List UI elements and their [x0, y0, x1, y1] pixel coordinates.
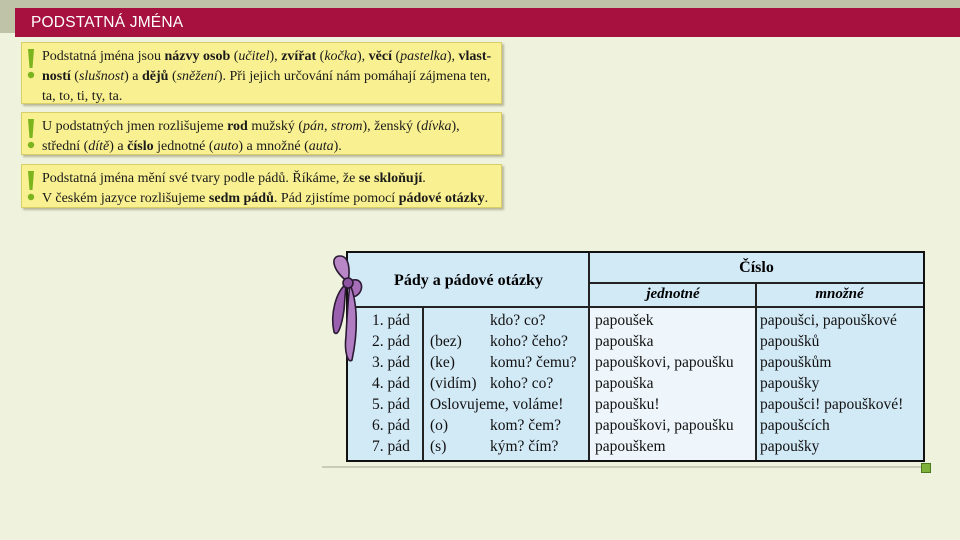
singular-cell: papouška [595, 333, 654, 350]
note-segment: ), [446, 49, 459, 64]
info-note-1 [21, 42, 502, 104]
note-segment: ) a [124, 69, 142, 84]
note-segment: sedm pádů [208, 191, 274, 206]
preposition-cell: Oslovujeme, voláme! [430, 396, 564, 413]
singular-cell: papoušek [595, 312, 654, 329]
note-segment: se skloňují [358, 171, 423, 186]
note-segment: U podstatných jmen rozlišujeme [42, 119, 228, 134]
note-segment: . [484, 191, 489, 206]
plural-cell: papoušci, papouškové [760, 312, 897, 329]
note-segment: auta [308, 139, 334, 154]
note-segment: pádové otázky [398, 191, 485, 206]
note-segment: auto [213, 139, 239, 154]
preposition-cell: (vidím) [430, 375, 477, 392]
note-segment: Podstatná jména mění své tvary podle pádů. Říkáme, že [42, 171, 359, 186]
note-segment: ( [392, 49, 401, 64]
singular-cell: papoušku! [595, 396, 660, 413]
case-cell: 2. pád [372, 333, 410, 350]
note-segment: dítě [88, 139, 110, 154]
question-cell: komu? čemu? [490, 354, 577, 371]
note-segment: ( [168, 69, 177, 84]
note-segment: ), ženský ( [362, 119, 422, 134]
plural-cell: papoušků [760, 333, 820, 350]
table-header-number: Číslo [739, 259, 774, 276]
table-baseline [322, 466, 930, 468]
note-segment: ) a [109, 139, 128, 154]
singular-cell: papouškem [595, 438, 666, 455]
note-segment: ), [269, 49, 282, 64]
question-cell: kým? čím? [490, 438, 559, 455]
note-segment: vlast- [458, 49, 492, 64]
note-segment: číslo [127, 139, 154, 154]
resize-handle[interactable] [921, 463, 931, 473]
note-segment: jednotné ( [153, 139, 214, 154]
info-note-2 [21, 112, 502, 155]
plural-cell: papoušcích [760, 417, 830, 434]
exclamation-icon [25, 170, 37, 204]
preposition-cell: (s) [430, 438, 447, 455]
note-segment: . [422, 171, 426, 186]
note-segment: ( [230, 49, 239, 64]
page-title: PODSTATNÁ JMÉNA [15, 8, 960, 37]
note-segment: Podstatná jména jsou [42, 49, 165, 64]
singular-cell: papouškovi, papoušku [595, 417, 734, 434]
plural-cell: papoušci! papouškové! [760, 396, 904, 413]
singular-cell: papouškovi, papoušku [595, 354, 734, 371]
note-segment: ( [316, 49, 325, 64]
plural-cell: papoušky [760, 438, 820, 455]
plural-cell: papouškům [760, 354, 832, 371]
question-cell: kom? čem? [490, 417, 562, 434]
note-segment: V českém jazyce rozlišujeme [42, 191, 209, 206]
question-cell: koho? čeho? [490, 333, 568, 350]
note-segment: ností [42, 69, 71, 84]
note-segment: pastelka [400, 49, 447, 64]
note-text [42, 169, 495, 209]
case-cell: 6. pád [372, 417, 410, 434]
divider [588, 253, 590, 460]
note-segment: učitel [238, 49, 270, 64]
exclamation-icon [25, 118, 37, 152]
preposition-cell: (bez) [430, 333, 462, 350]
note-segment: dívka [421, 119, 452, 134]
note-text [42, 117, 495, 157]
note-segment: ), [357, 49, 369, 64]
divider [590, 282, 923, 284]
note-segment: strom [331, 119, 363, 134]
note-text [42, 47, 495, 107]
title-bar-frame [0, 0, 960, 33]
case-cell: 4. pád [372, 375, 410, 392]
note-segment: slušnost [78, 69, 125, 84]
note-segment: ). Při jejich určování nám pomáhají zájmena ten, [217, 69, 491, 84]
note-segment: dějů [141, 69, 169, 84]
divider [422, 307, 424, 460]
table-header-singular: jednotné [646, 286, 700, 302]
note-segment: , [324, 119, 332, 134]
singular-cell: papouška [595, 375, 654, 392]
case-cell: 5. pád [372, 396, 410, 413]
divider [348, 306, 923, 308]
note-segment: ta, to, ti, ty, ta. [42, 89, 123, 104]
note-segment: ) a množné ( [238, 139, 309, 154]
note-segment: názvy osob [164, 49, 231, 64]
note-segment: ). [333, 139, 342, 154]
note-segment: zvířat [281, 49, 317, 64]
note-segment: ), [451, 119, 460, 134]
note-segment: . Pád zjistíme pomocí [273, 191, 399, 206]
case-cell: 3. pád [372, 354, 410, 371]
note-segment: pán [303, 119, 325, 134]
note-segment: ( [70, 69, 79, 84]
info-note-3 [21, 164, 502, 208]
case-cell: 1. pád [372, 312, 410, 329]
note-segment: střední ( [42, 139, 89, 154]
note-segment: věcí [368, 49, 392, 64]
question-cell: koho? co? [490, 375, 554, 392]
preposition-cell: (ke) [430, 354, 455, 371]
case-table [346, 251, 925, 462]
table-header-cases: Pády a pádové otázky [394, 272, 543, 289]
note-segment: rod [227, 119, 248, 134]
ribbon-bow-icon [328, 252, 368, 367]
note-segment: sněžení [176, 69, 218, 84]
plural-cell: papoušky [760, 375, 820, 392]
note-segment: kočka [324, 49, 357, 64]
table-header-plural: množné [815, 286, 864, 302]
preposition-cell: (o) [430, 417, 449, 434]
case-cell: 7. pád [372, 438, 410, 455]
note-segment: mužský ( [247, 119, 304, 134]
divider [755, 283, 757, 460]
question-cell: kdo? co? [490, 312, 546, 329]
exclamation-icon [25, 48, 37, 82]
